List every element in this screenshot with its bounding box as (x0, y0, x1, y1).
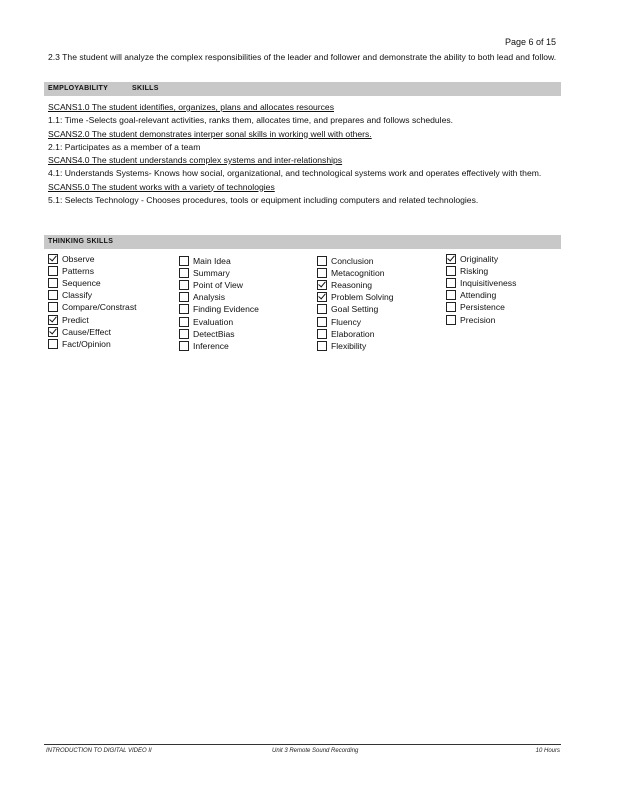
thinking-skill-label: Compare/Constrast (62, 302, 137, 313)
scans-desc: 2.1: Participates as a member of a team (48, 141, 201, 152)
thinking-skill-item[interactable] (179, 291, 259, 303)
thinking-skill-label: Metacognition (331, 268, 385, 279)
checkbox-unchecked-icon[interactable] (48, 302, 58, 312)
checkbox-unchecked-icon[interactable] (48, 278, 58, 288)
thinking-skill-label: Originality (460, 254, 499, 265)
checkbox-unchecked-icon[interactable] (179, 268, 189, 278)
checkbox-unchecked-icon[interactable] (179, 341, 189, 351)
thinking-skills-header (44, 235, 561, 249)
scans-title: SCANS1.0 The student identifies, organizes, plans and allocates resources (48, 102, 334, 112)
thinking-skill-item[interactable] (446, 313, 516, 325)
thinking-skill-item[interactable] (317, 279, 394, 291)
intro-objective: 2.3 The student will analyze the complex responsibilities of the leader and follower and demonstrate the ability to both lead and follow. (48, 52, 557, 62)
checkbox-unchecked-icon[interactable] (317, 317, 327, 327)
checkbox-unchecked-icon[interactable] (446, 302, 456, 312)
checkbox-checked-icon[interactable] (317, 280, 327, 290)
thinking-skill-item[interactable] (179, 315, 259, 327)
thinking-skill-item[interactable] (48, 301, 137, 313)
scans-item (48, 102, 560, 126)
thinking-skill-label: Risking (460, 266, 489, 277)
thinking-skill-item[interactable] (446, 289, 516, 301)
footer-divider (44, 744, 561, 745)
thinking-skill-item[interactable] (179, 340, 259, 352)
thinking-skill-label: Fact/Opinion (62, 338, 111, 349)
thinking-column (317, 255, 394, 352)
checkbox-unchecked-icon[interactable] (317, 341, 327, 351)
scans-item (48, 155, 560, 179)
thinking-skill-label: Precision (460, 314, 496, 325)
thinking-skill-item[interactable] (48, 265, 137, 277)
checkbox-unchecked-icon[interactable] (48, 290, 58, 300)
thinking-skill-item[interactable] (48, 277, 137, 289)
thinking-skill-item[interactable] (317, 340, 394, 352)
thinking-skill-item[interactable] (446, 265, 516, 277)
thinking-skill-label: Fluency (331, 316, 362, 327)
checkbox-checked-icon[interactable] (317, 292, 327, 302)
checkbox-unchecked-icon[interactable] (446, 266, 456, 276)
thinking-skill-label: Observe (62, 254, 95, 265)
thinking-skill-item[interactable] (48, 326, 137, 338)
thinking-skill-item[interactable] (317, 328, 394, 340)
thinking-skill-label: Analysis (193, 292, 225, 303)
thinking-skill-label: Goal Setting (331, 304, 379, 315)
footer-course: INTRODUCTION TO DIGITAL VIDEO II (46, 748, 152, 754)
employability-skills-header (44, 82, 561, 96)
checkbox-unchecked-icon[interactable] (179, 292, 189, 302)
scans-item (48, 129, 560, 153)
footer-unit: Unit 3 Remote Sound Recording (272, 748, 359, 754)
checkbox-checked-icon[interactable] (48, 327, 58, 337)
thinking-skill-label: Main Idea (193, 256, 231, 267)
thinking-skill-item[interactable] (446, 301, 516, 313)
thinking-skill-label: Evaluation (193, 316, 234, 327)
thinking-column (179, 255, 259, 352)
thinking-skill-item[interactable] (317, 315, 394, 327)
thinking-skill-label: Predict (62, 314, 89, 325)
thinking-column (446, 253, 516, 326)
skills-heading: SKILLS (132, 85, 159, 92)
checkbox-unchecked-icon[interactable] (317, 268, 327, 278)
scans-title: SCANS5.0 The student works with a variety of technologies (48, 181, 275, 192)
checkbox-unchecked-icon[interactable] (179, 256, 189, 266)
thinking-skill-label: Summary (193, 268, 230, 279)
checkbox-unchecked-icon[interactable] (179, 317, 189, 327)
thinking-skill-label: Sequence (62, 278, 101, 289)
checkbox-unchecked-icon[interactable] (317, 329, 327, 339)
thinking-skill-label: Finding Evidence (193, 304, 259, 315)
thinking-skill-item[interactable] (179, 328, 259, 340)
thinking-skill-label: Conclusion (331, 256, 374, 267)
thinking-skill-item[interactable] (48, 289, 137, 301)
thinking-skill-item[interactable] (179, 255, 259, 267)
checkbox-checked-icon[interactable] (446, 254, 456, 264)
thinking-skill-label: Problem Solving (331, 292, 394, 303)
scans-list (48, 100, 560, 208)
thinking-skill-label: Attending (460, 290, 497, 301)
scans-title: SCANS2.0 The student demonstrates interper sonal skills in working well with others. (48, 128, 372, 139)
checkbox-unchecked-icon[interactable] (48, 266, 58, 276)
thinking-skill-item[interactable] (179, 267, 259, 279)
thinking-skill-label: Inference (193, 340, 229, 351)
footer-hours: 10 Hours (535, 748, 560, 754)
checkbox-unchecked-icon[interactable] (317, 256, 327, 266)
thinking-skill-label: Point of View (193, 280, 244, 291)
thinking-heading: THINKING SKILLS (48, 238, 114, 245)
thinking-skill-item[interactable] (446, 277, 516, 289)
checkbox-unchecked-icon[interactable] (179, 329, 189, 339)
scans-item (48, 182, 560, 206)
checkbox-unchecked-icon[interactable] (179, 304, 189, 314)
thinking-skill-label: Classify (62, 290, 93, 301)
scans-desc: 5.1: Selects Technology - Chooses procedures, tools or equipment including computers and related technologies. (48, 194, 479, 205)
thinking-skill-item[interactable] (317, 303, 394, 315)
scans-desc: 4.1: Understands Systems- Knows how social, organizational, and technological systems work and operates effectively with them. (48, 168, 542, 178)
checkbox-unchecked-icon[interactable] (446, 278, 456, 288)
page-number: Page 6 of 15 (504, 37, 556, 47)
scans-desc: 1.1: Time -Selects goal-relevant activities, ranks them, allocates time, and prepares and follows schedules. (48, 115, 454, 125)
thinking-skill-item[interactable] (48, 338, 137, 350)
thinking-skill-item[interactable] (48, 253, 137, 265)
thinking-skill-label: Cause/Effect (62, 326, 112, 337)
thinking-skill-item[interactable] (179, 279, 259, 291)
checkbox-unchecked-icon[interactable] (446, 315, 456, 325)
thinking-skill-label: Reasoning (331, 280, 373, 291)
scans-title: SCANS4.0 The student understands complex systems and inter-relationships (48, 155, 343, 165)
thinking-skill-item[interactable] (317, 255, 394, 267)
thinking-skill-label: Inquisitiveness (460, 278, 517, 289)
thinking-skill-item[interactable] (446, 253, 516, 265)
checkbox-unchecked-icon[interactable] (179, 280, 189, 290)
thinking-skill-label: Persistence (460, 302, 505, 313)
thinking-skill-item[interactable] (317, 291, 394, 303)
checkbox-unchecked-icon[interactable] (317, 304, 327, 314)
checkbox-unchecked-icon[interactable] (446, 290, 456, 300)
checkbox-checked-icon[interactable] (48, 254, 58, 264)
thinking-skill-item[interactable] (48, 313, 137, 325)
thinking-skill-item[interactable] (179, 303, 259, 315)
thinking-skill-label: Flexibility (331, 340, 367, 351)
thinking-skill-item[interactable] (317, 267, 394, 279)
thinking-skill-label: Elaboration (331, 328, 375, 339)
thinking-skill-label: DetectBias (193, 328, 235, 339)
checkbox-unchecked-icon[interactable] (48, 339, 58, 349)
checkbox-checked-icon[interactable] (48, 315, 58, 325)
employability-heading: EMPLOYABILITY (48, 85, 109, 92)
thinking-skill-label: Patterns (62, 266, 95, 277)
thinking-column (48, 253, 137, 350)
